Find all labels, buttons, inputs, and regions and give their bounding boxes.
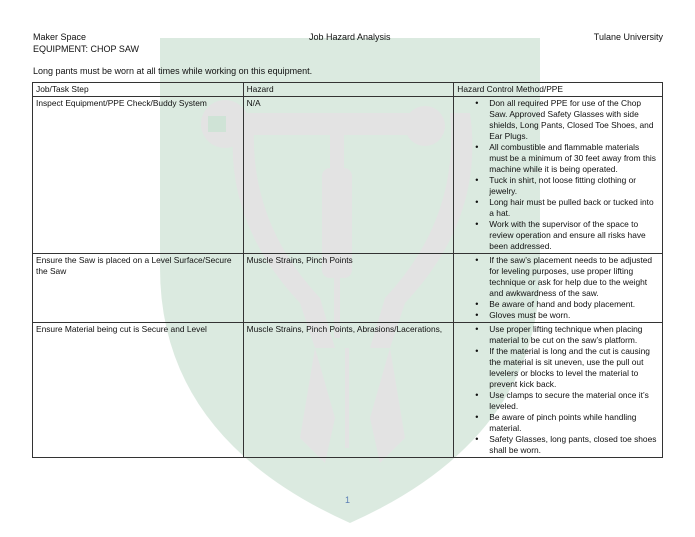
header-title: Job Hazard Analysis bbox=[309, 32, 391, 42]
column-header-controls: Hazard Control Method/PPE bbox=[454, 83, 663, 97]
control-list bbox=[457, 98, 659, 252]
control-item: • Work with the supervisor of the space to review operation and ensure all risks have been addressed. bbox=[489, 219, 659, 252]
control-item: • Be aware of pinch points while handling material. bbox=[489, 412, 659, 434]
hazard-analysis-table bbox=[32, 82, 663, 458]
control-item: • All combustible and flammable materials must be a minimum of 30 feet away from this machine while it is being operated. bbox=[489, 142, 659, 175]
column-header-hazard: Hazard bbox=[243, 83, 454, 97]
hazard-cell: Muscle Strains, Pinch Points bbox=[243, 254, 454, 323]
control-item: • Gloves must be worn. bbox=[489, 310, 659, 321]
task-step-cell: Inspect Equipment/PPE Check/Buddy System bbox=[33, 97, 244, 254]
control-item: • Long hair must be pulled back or tucked into a hat. bbox=[489, 197, 659, 219]
table-row bbox=[33, 97, 663, 254]
control-item: • Be aware of hand and body placement. bbox=[489, 299, 659, 310]
table-row bbox=[33, 323, 663, 458]
control-item: • If the material is long and the cut is causing the material is sit uneven, use the pull out levelers or blocks to level the material to prevent kick back. bbox=[489, 346, 659, 390]
column-header-step: Job/Task Step bbox=[33, 83, 244, 97]
hazard-cell: N/A bbox=[243, 97, 454, 254]
control-list bbox=[457, 324, 659, 456]
control-cell bbox=[454, 254, 663, 323]
table-row bbox=[33, 254, 663, 323]
long-pants-notice: Long pants must be worn at all times while working on this equipment. bbox=[33, 66, 313, 76]
table-header-row bbox=[33, 83, 663, 97]
control-item: • Safety Glasses, long pants, closed toe shoes shall be worn. bbox=[489, 434, 659, 456]
task-step-cell: Ensure Material being cut is Secure and Level bbox=[33, 323, 244, 458]
task-step-cell: Ensure the Saw is placed on a Level Surface/Secure the Saw bbox=[33, 254, 244, 323]
control-item: • Tuck in shirt, not loose fitting clothing or jewelry. bbox=[489, 175, 659, 197]
equipment-label: EQUIPMENT: CHOP SAW bbox=[33, 44, 140, 54]
control-item: • Use proper lifting technique when placing material to be cut on the saw’s platform. bbox=[489, 324, 659, 346]
header-org: Maker Space bbox=[33, 32, 87, 42]
control-item: • If the saw’s placement needs to be adjusted for leveling purposes, use proper lifting technique or ask for help due to the weight and awkwardness of the saw. bbox=[489, 255, 659, 299]
control-list bbox=[457, 255, 659, 321]
header-university: Tulane University bbox=[593, 32, 663, 42]
page-number: 1 bbox=[344, 495, 350, 505]
control-item: • Don all required PPE for use of the Chop Saw. Approved Safety Glasses with side shields, Long Pants, Closed Toe Shoes, and Ear Plugs. bbox=[489, 98, 659, 142]
control-item: • Use clamps to secure the material once it’s leveled. bbox=[489, 390, 659, 412]
hazard-cell: Muscle Strains, Pinch Points, Abrasions/Lacerations, bbox=[243, 323, 454, 458]
control-cell bbox=[454, 97, 663, 254]
control-cell bbox=[454, 323, 663, 458]
